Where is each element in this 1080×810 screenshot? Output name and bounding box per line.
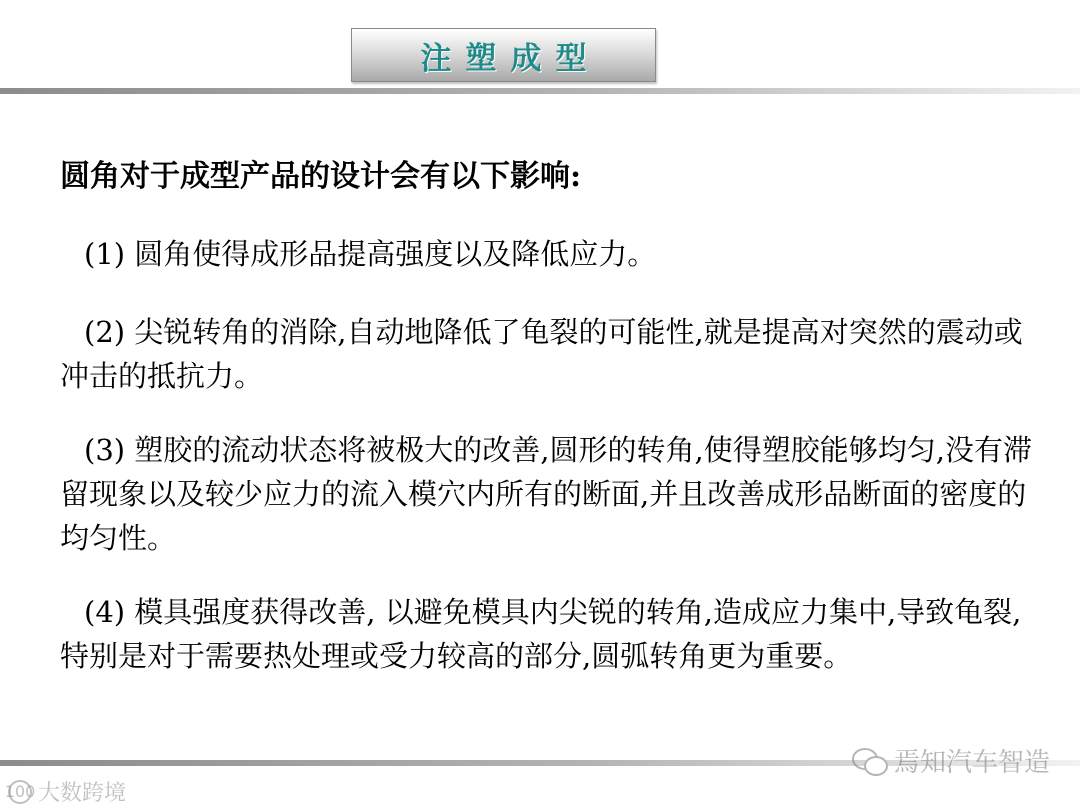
paragraph-4 (60, 590, 1040, 678)
wechat-icon (852, 746, 886, 776)
paragraph-3-text: (3) 塑胶的流动状态将被极大的改善,圆形的转角,使得塑胶能够均匀,没有滞留现象以及较少应力的流入模穴内所有的断面,并且改善成形品断面的密度的均匀性。 (60, 433, 1032, 555)
paragraph-4-text: (4) 模具强度获得改善, 以避免模具内尖锐的转角,造成应力集中,导致龟裂,特别是对于需要热处理或受力较高的部分,圆弧转角更为重要。 (60, 595, 1022, 673)
paragraph-2 (60, 310, 1040, 398)
brand-logo-icon: 100 (8, 780, 32, 804)
title-banner (351, 28, 656, 82)
paragraph-3 (60, 428, 1040, 560)
paragraph-1 (60, 232, 1040, 276)
header-divider (0, 88, 1080, 94)
watermark-right (852, 742, 1050, 779)
watermark-left (4, 776, 127, 807)
section-heading: 圆角对于成型产品的设计会有以下影响: (60, 159, 582, 194)
paragraph-2-text: (2) 尖锐转角的消除,自动地降低了龟裂的可能性,就是提高对突然的震动或冲击的抵抗力。 (60, 315, 1023, 393)
page-title: 注塑成型 (420, 40, 601, 77)
watermark-left-text: 大数跨境 (38, 781, 127, 806)
watermark-right-text: 焉知汽车智造 (893, 748, 1050, 778)
paragraph-1-text: (1) 圆角使得成形品提高强度以及降低应力。 (84, 237, 657, 271)
